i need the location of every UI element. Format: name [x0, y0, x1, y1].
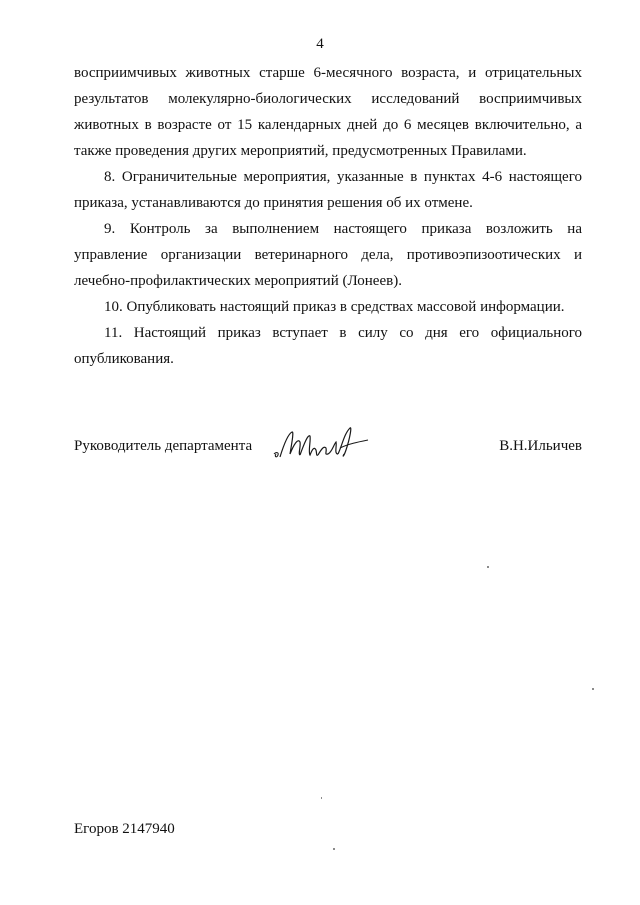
text-line: 8. Ограничительные мероприятия, указанные в пунктах 4-6 настоящего [104, 169, 582, 185]
scan-speck [321, 797, 322, 799]
paragraph-item-11 [74, 320, 582, 372]
signature-block [74, 424, 582, 464]
handwritten-signature [270, 424, 370, 464]
scan-speck [592, 688, 594, 690]
text-line: управление организации ветеринарного дела, противоэпизоотических и [74, 247, 582, 263]
text-line: 10. Опубликовать настоящий приказ в средствах массовой информации. [104, 299, 565, 315]
text-line: 11. Настоящий приказ вступает в силу со дня его официального [104, 325, 582, 341]
text-line: восприимчивых животных старше 6-месячного возраста, и отрицательных [74, 65, 582, 81]
executor-note: Егоров 2147940 [74, 821, 175, 837]
text-line: лечебно-профилактических мероприятий (Лонеев). [74, 273, 402, 289]
signatory-role: Руководитель департамента [74, 438, 253, 454]
document-body [74, 60, 582, 372]
paragraph-item-8 [74, 164, 582, 216]
scan-speck [487, 566, 489, 568]
text-line: опубликования. [74, 351, 174, 367]
scan-speck [333, 848, 335, 850]
text-line: животных в возрасте от 15 календарных дней до 6 месяцев включительно, а [74, 117, 582, 133]
text-line: результатов молекулярно-биологических исследований восприимчивых [74, 91, 582, 107]
page-number: 4 [316, 36, 324, 52]
paragraph-item-10 [74, 294, 582, 320]
text-line: 9. Контроль за выполнением настоящего приказа возложить на [104, 221, 582, 237]
text-line: также проведения других мероприятий, предусмотренных Правилами. [74, 143, 527, 159]
paragraph-continuation [74, 60, 582, 164]
paragraph-item-9 [74, 216, 582, 294]
text-line: приказа, устанавливаются до принятия решения об их отмене. [74, 195, 473, 211]
signatory-name: В.Н.Ильичев [499, 438, 582, 454]
